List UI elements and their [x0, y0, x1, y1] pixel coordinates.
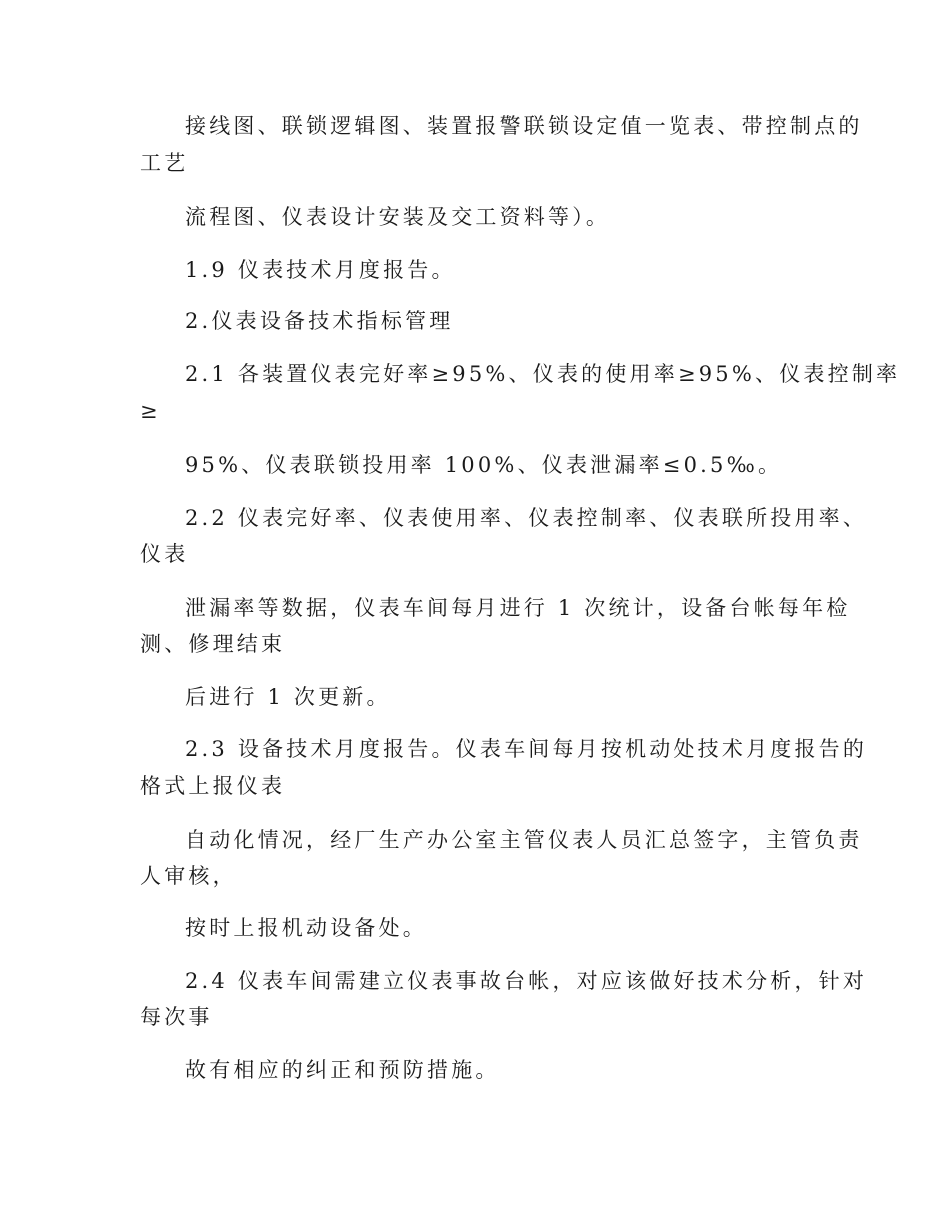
- text-line: 2.2 仪表完好率、仪表使用率、仪表控制率、仪表联所投用率、: [185, 506, 868, 530]
- text-line: 2.4 仪表车间需建立仪表事故台帐，对应该做好技术分析，针对: [185, 969, 868, 993]
- section-heading: 2.仪表设备技术指标管理: [185, 309, 454, 333]
- text-line: 每次事: [140, 1005, 213, 1029]
- text-line: 人审核，: [140, 864, 237, 888]
- text-line: 自动化情况，经厂生产办公室主管仪表人员汇总签字，主管负责: [185, 828, 863, 852]
- text-line: 2.3 设备技术月度报告。仪表车间每月按机动处技术月度报告的: [185, 737, 868, 761]
- text-line: 接线图、联锁逻辑图、装置报警联锁设定值一览表、带控制点的: [185, 114, 863, 138]
- text-line: 泄漏率等数据，仪表车间每月进行 1 次统计，设备台帐每年检: [185, 596, 851, 620]
- text-line: 格式上报仪表: [140, 774, 286, 798]
- text-line: 工艺: [140, 151, 189, 175]
- text-line: 按时上报机动设备处。: [185, 916, 427, 940]
- text-line: 故有相应的纠正和预防措施。: [185, 1058, 500, 1082]
- text-line: 流程图、仪表设计安装及交工资料等）。: [185, 205, 611, 229]
- text-line: 仪表: [140, 542, 189, 566]
- text-line: 测、修理结束: [140, 632, 286, 656]
- text-line: ≥: [140, 399, 161, 423]
- text-line: 95%、仪表联锁投用率 100%、仪表泄漏率≤0.5‰。: [185, 453, 783, 477]
- text-line: 2.1 各装置仪表完好率≥95%、仪表的使用率≥95%、仪表控制率: [185, 362, 901, 386]
- text-line: 后进行 1 次更新。: [185, 685, 391, 709]
- text-line: 1.9 仪表技术月度报告。: [185, 258, 456, 282]
